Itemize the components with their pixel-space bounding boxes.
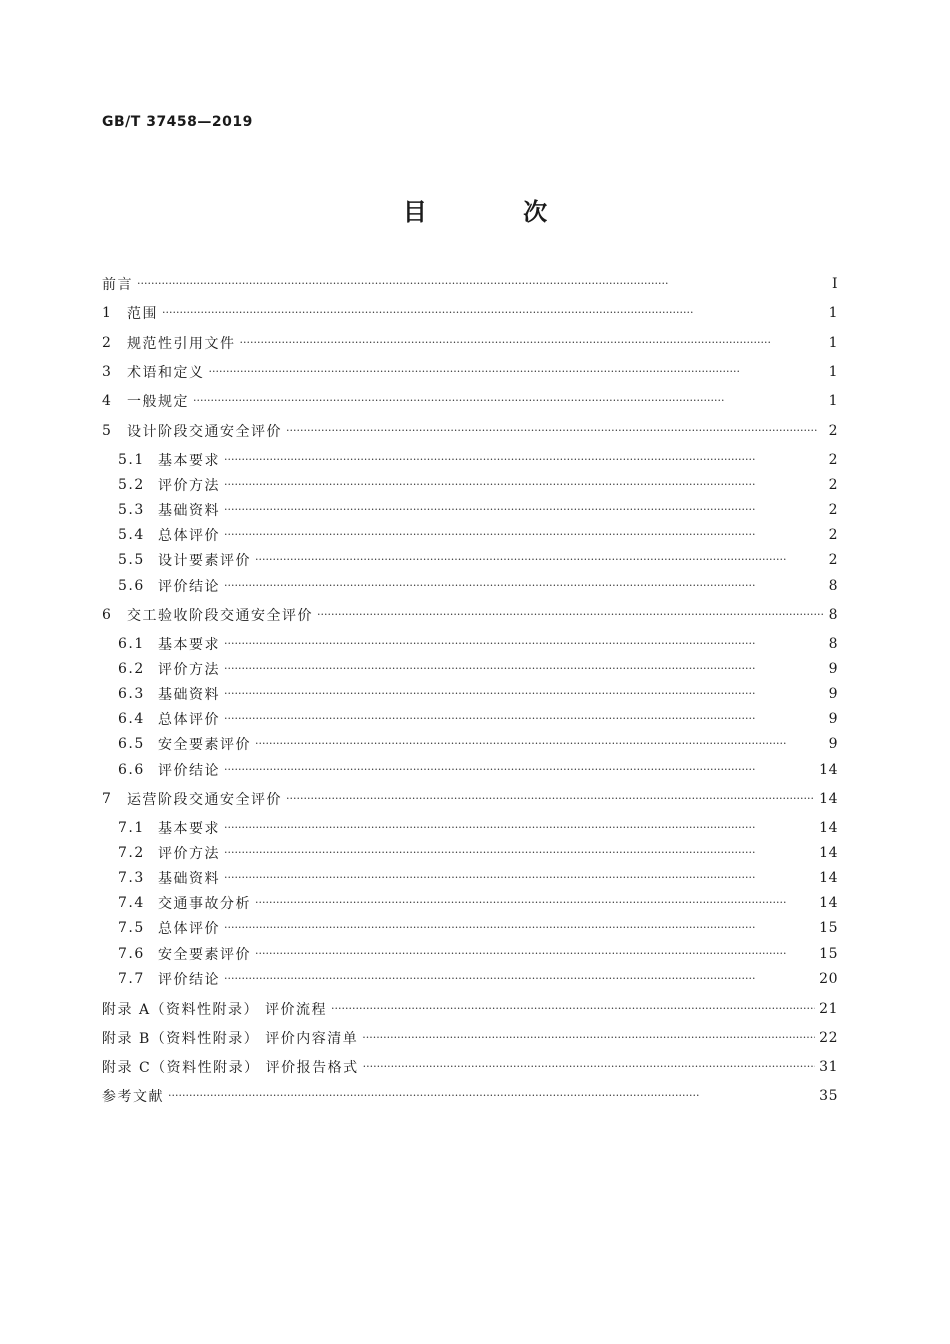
dot-leader (331, 1002, 815, 1015)
toc-entry-label: 安全要素评价 (158, 737, 251, 753)
toc-entry[interactable] (118, 473, 838, 497)
toc-entry-label: 评价结论 (158, 579, 220, 595)
toc-entry-page: 8 (828, 578, 838, 594)
toc-entry-page: 31 (819, 1059, 838, 1075)
toc-entry-label: 交工验收阶段交通安全评价 (127, 608, 313, 624)
toc-entry[interactable] (102, 997, 838, 1021)
toc-entry-number: 3 (102, 364, 113, 380)
toc-entry-page: 9 (828, 736, 838, 752)
toc-entry-label: 前言 (102, 277, 133, 293)
toc-entry-number: 5.6 (118, 578, 145, 594)
toc-entry-number: 6.5 (118, 736, 145, 752)
dot-leader (255, 896, 815, 909)
toc-entry-page: 14 (819, 870, 838, 886)
toc-entry[interactable] (118, 967, 838, 991)
toc-entry-label: 交通事故分析 (158, 896, 251, 912)
toc-entry-page: 2 (828, 527, 838, 543)
dot-leader (209, 365, 825, 378)
toc-entry-page: 9 (828, 711, 838, 727)
toc-entry-page: 2 (828, 477, 838, 493)
dot-leader (162, 306, 824, 319)
toc-entry-number: 6.3 (118, 686, 145, 702)
toc-entry-page: 1 (828, 335, 838, 351)
toc-entry-label: 评价方法 (158, 662, 220, 678)
toc-entry[interactable] (118, 574, 838, 598)
toc-entry[interactable] (118, 548, 838, 572)
toc-entry-label: 安全要素评价 (158, 947, 251, 963)
dot-leader (224, 478, 824, 491)
dot-leader (255, 553, 824, 566)
dot-leader (362, 1031, 815, 1044)
dot-leader (286, 424, 824, 437)
toc-entry-page: 14 (819, 845, 838, 861)
toc-entry-label: 总体评价 (158, 528, 220, 544)
dot-leader (137, 277, 824, 290)
toc-entry-page: 2 (828, 552, 838, 568)
toc-entry[interactable] (102, 331, 838, 355)
toc-entry-page: 22 (819, 1030, 838, 1046)
toc-entry-label: 总体评价 (158, 921, 220, 937)
toc-entry-number: 6.1 (118, 636, 145, 652)
dot-leader (363, 1060, 816, 1073)
toc-entry-label: 评价结论 (158, 763, 220, 779)
toc-entry-label: 附录 A（资料性附录） 评价流程 (102, 1002, 328, 1018)
toc-entry[interactable] (118, 891, 838, 915)
toc-entry-page: 14 (819, 791, 838, 807)
toc-entry-label: 评价结论 (158, 972, 220, 988)
toc-entry-number: 6.2 (118, 661, 145, 677)
toc-entry-number: 7.2 (118, 845, 145, 861)
toc-entry-number: 5.3 (118, 502, 145, 518)
toc-entry-number: 2 (102, 335, 113, 351)
toc-entry-page: 21 (819, 1001, 838, 1017)
toc-entry-number: 7.3 (118, 870, 145, 886)
toc-entry-number: 6 (102, 607, 113, 623)
toc-entry-label: 基础资料 (158, 871, 220, 887)
toc-entry[interactable] (102, 1055, 838, 1079)
toc-entry-page: 15 (819, 946, 838, 962)
dot-leader (224, 637, 824, 650)
dot-leader (193, 394, 824, 407)
toc-entry-page: 9 (828, 661, 838, 677)
dot-leader (286, 792, 815, 805)
toc-entry[interactable] (118, 816, 838, 840)
toc-entry-label: 评价方法 (158, 846, 220, 862)
toc-entry[interactable] (118, 498, 838, 522)
toc-entry-label: 范围 (127, 306, 158, 322)
toc-entry-label: 设计阶段交通安全评价 (127, 424, 282, 440)
dot-leader (255, 737, 824, 750)
dot-leader (224, 712, 824, 725)
toc-entry-page: 15 (819, 920, 838, 936)
dot-leader (224, 579, 824, 592)
toc-entry-page: 9 (828, 686, 838, 702)
toc-entry-number: 7.5 (118, 920, 145, 936)
dot-leader (224, 687, 824, 700)
toc-entry[interactable] (102, 419, 838, 443)
toc-entry[interactable] (118, 758, 838, 782)
toc-entry-page: 1 (828, 364, 838, 380)
toc-entry[interactable] (118, 916, 838, 940)
toc-entry-label: 术语和定义 (127, 365, 205, 381)
toc-entry-number: 1 (102, 305, 113, 321)
toc-entry[interactable] (102, 389, 838, 413)
toc-entry[interactable] (102, 1084, 838, 1108)
toc-entry[interactable] (102, 787, 838, 811)
toc-entry[interactable] (118, 707, 838, 731)
toc-entry-page: 2 (828, 423, 838, 439)
toc-entry-label: 基本要求 (158, 637, 220, 653)
toc-entry-number: 4 (102, 393, 113, 409)
toc-entry[interactable] (118, 682, 838, 706)
toc-entry-page: 1 (828, 393, 838, 409)
toc-entry-label: 总体评价 (158, 712, 220, 728)
dot-leader (224, 972, 815, 985)
toc-entry[interactable] (102, 301, 838, 325)
dot-leader (224, 821, 815, 834)
toc-entry[interactable] (118, 866, 838, 890)
toc-entry-number: 5 (102, 423, 113, 439)
toc-entry[interactable] (118, 448, 838, 472)
toc-entry-label: 评价方法 (158, 478, 220, 494)
page-title: 目 次 (402, 198, 592, 226)
toc-entry-label: 一般规定 (127, 394, 189, 410)
toc-entry-number: 7.6 (118, 946, 145, 962)
dot-leader (224, 528, 824, 541)
dot-leader (224, 921, 815, 934)
toc-entry-label: 基础资料 (158, 503, 220, 519)
toc-entry[interactable] (118, 841, 838, 865)
toc-entry-label: 附录 B（资料性附录） 评价内容清单 (102, 1031, 359, 1047)
toc-entry-number: 6.6 (118, 762, 145, 778)
toc-entry[interactable] (118, 942, 838, 966)
toc-entry-number: 7.4 (118, 895, 145, 911)
toc-entry[interactable] (118, 632, 838, 656)
toc-entry-number: 5.5 (118, 552, 145, 568)
toc-entry-number: 7.1 (118, 820, 145, 836)
toc-entry-page: 14 (819, 895, 838, 911)
toc-entry-number: 6.4 (118, 711, 145, 727)
toc-entry-page: 2 (828, 502, 838, 518)
dot-leader (224, 453, 824, 466)
toc-entry-label: 运营阶段交通安全评价 (127, 792, 282, 808)
toc-entry-label: 附录 C（资料性附录） 评价报告格式 (102, 1060, 359, 1076)
toc-entry-label: 设计要素评价 (158, 553, 251, 569)
toc-entry[interactable] (102, 1026, 838, 1050)
toc-entry-page: 2 (828, 452, 838, 468)
toc-entry-number: 5.4 (118, 527, 145, 543)
toc-entry[interactable] (118, 657, 838, 681)
toc-entry-page: 20 (819, 971, 838, 987)
toc-entry-label: 基础资料 (158, 687, 220, 703)
toc-entry[interactable] (118, 523, 838, 547)
toc-entry-page: 8 (828, 607, 838, 623)
toc-entry-page: 14 (819, 762, 838, 778)
toc-entry-number: 7.7 (118, 971, 145, 987)
dot-leader (224, 846, 815, 859)
toc-entry-number: 5.2 (118, 477, 145, 493)
toc-entry-number: 7 (102, 791, 113, 807)
toc-entry-label: 基本要求 (158, 453, 220, 469)
dot-leader (224, 871, 815, 884)
toc-entry[interactable] (118, 732, 838, 756)
toc-entry-page: 35 (819, 1088, 838, 1104)
toc-entry[interactable] (102, 603, 838, 627)
dot-leader (317, 608, 824, 621)
toc-entry-page: 14 (819, 820, 838, 836)
toc-entry-page: Ⅰ (831, 276, 838, 292)
toc-entry-page: 8 (828, 636, 838, 652)
dot-leader (224, 662, 824, 675)
dot-leader (240, 336, 825, 349)
dot-leader (224, 763, 815, 776)
toc-entry-page: 1 (828, 305, 838, 321)
dot-leader (168, 1089, 815, 1102)
standard-code: GB/T 37458—2019 (102, 114, 253, 130)
dot-leader (224, 503, 824, 516)
toc-entry-label: 基本要求 (158, 821, 220, 837)
toc-entry[interactable] (102, 360, 838, 384)
dot-leader (255, 947, 815, 960)
toc-entry[interactable] (102, 272, 838, 296)
toc-entry-label: 规范性引用文件 (127, 336, 236, 352)
toc-entry-label: 参考文献 (102, 1089, 164, 1105)
toc-entry-number: 5.1 (118, 452, 145, 468)
